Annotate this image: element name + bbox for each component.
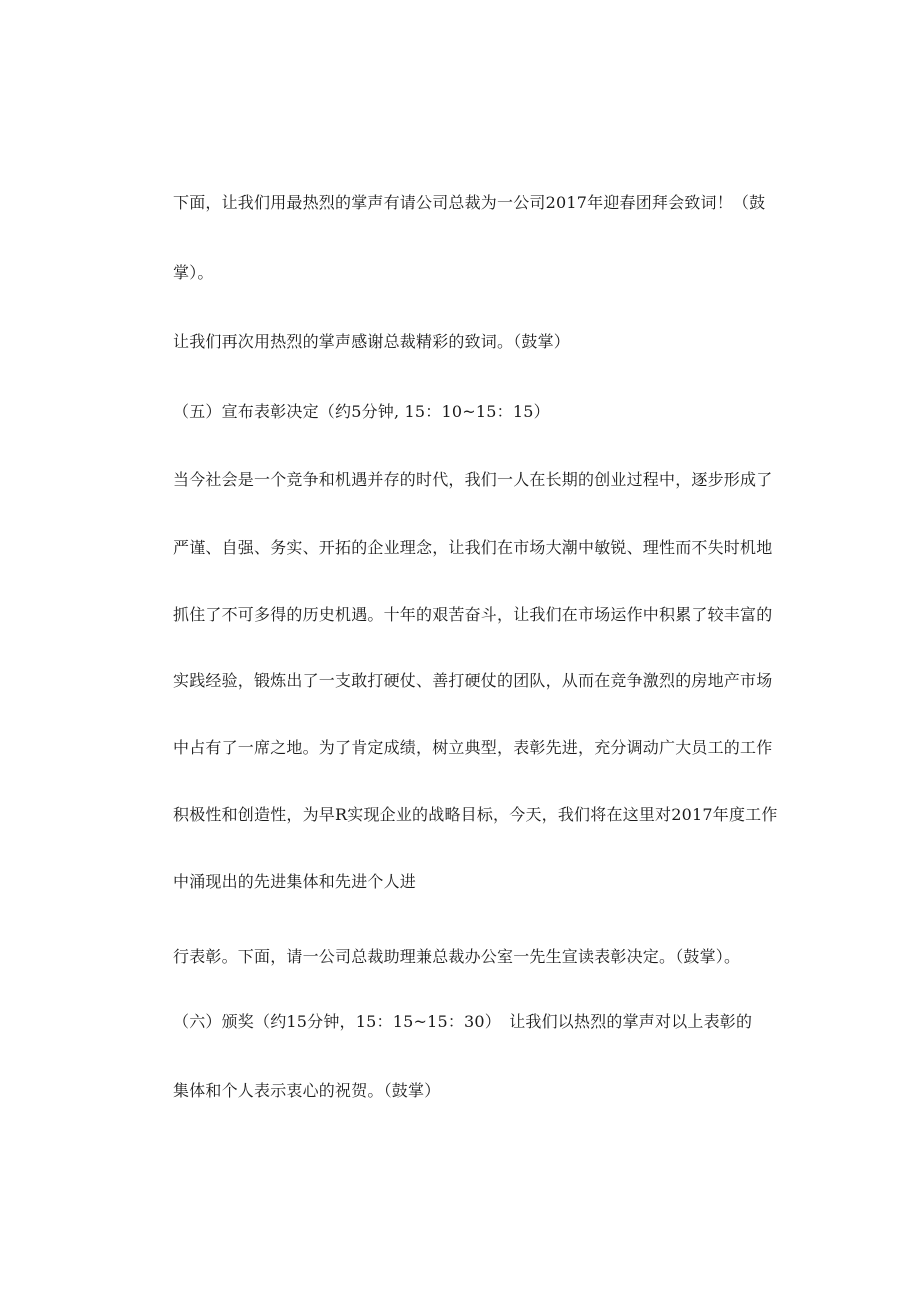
paragraph-line-11: 中涌现出的先进集体和先进个人进 [173,872,417,891]
section-heading-5: （五）宣布表彰决定（约5分钟, 15：10~15：15） [173,402,550,421]
paragraph-line-2: 掌）。 [173,263,214,282]
paragraph-line-6: 严谨、自强、务实、开拓的企业理念，让我们在市场大潮中敏锐、理性而不失时机地 [173,538,773,557]
paragraph-line-3: 让我们再次用热烈的掌声感谢总裁精彩的致词。（鼓掌） [173,332,571,351]
paragraph-line-12: 行表彰。下面，请一公司总裁助理兼总裁办公室一先生宣读表彰决定。（鼓掌）。 [173,947,741,966]
paragraph-line-5: 当今社会是一个竞争和机遇并存的时代，我们一人在长期的创业过程中，逐步形成了 [173,470,773,489]
paragraph-line-1: 下面，让我们用最热烈的掌声有请公司总裁为一公司2017年迎春团拜会致词！（鼓 [173,193,766,212]
paragraph-line-14: 集体和个人表示衷心的祝贺。（鼓掌） [173,1081,441,1100]
section-heading-6: （六）颁奖（约15分钟，15：15~15：30） 让我们以热烈的掌声对以上表彰的 [173,1012,753,1031]
paragraph-line-8: 实践经验，锻炼出了一支敢打硬仗、善打硬仗的团队，从而在竞争激烈的房地产市场 [173,671,773,690]
paragraph-line-10: 积极性和创造性，为早R实现企业的战略目标，今天，我们将在这里对2017年度工作 [173,805,778,824]
paragraph-line-7: 抓住了不可多得的历史机遇。十年的艰苦奋斗，让我们在市场运作中积累了较丰富的 [173,605,773,624]
paragraph-line-9: 中占有了一席之地。为了肯定成绩，树立典型，表彰先进，充分调动广大员工的工作 [173,738,773,757]
